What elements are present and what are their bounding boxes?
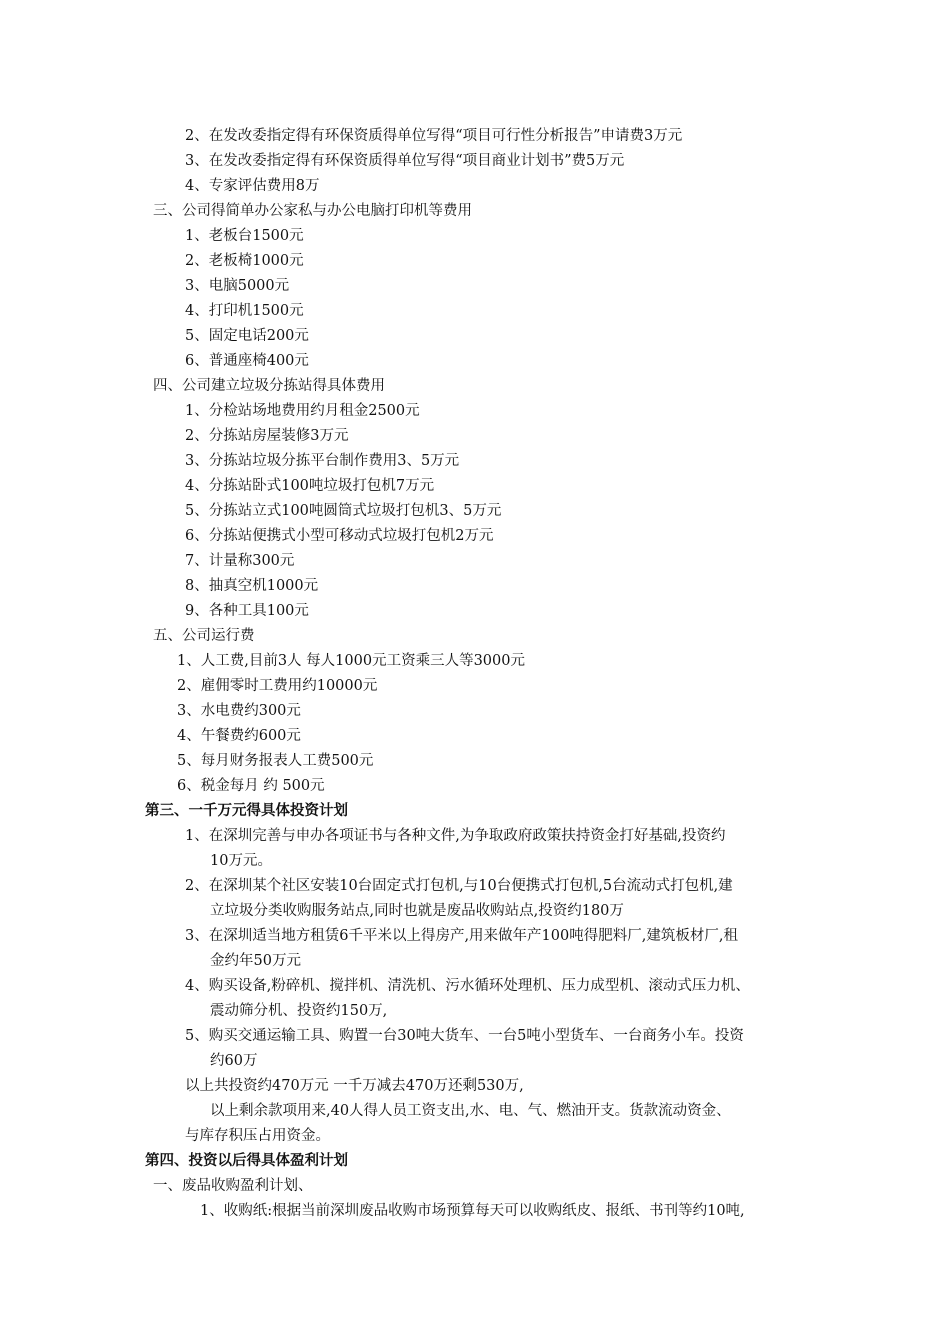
list-item: 1、老板台1500元 <box>185 228 304 244</box>
paragraph-line: 以上剩余款项用来,40人得人员工资支出,水、电、气、燃油开支。货款流动资金、 <box>210 1103 731 1119</box>
list-item: 5、每月财务报表人工费500元 <box>177 753 374 769</box>
list-item: 2、老板椅1000元 <box>185 253 304 269</box>
summary-line: 以上共投资约470万元 一千万减去470万还剩530万, <box>185 1078 524 1094</box>
list-item: 5、购买交通运输工具、购置一台30吨大货车、一台5吨小型货车、一台商务小车。投资 <box>185 1028 744 1044</box>
section-heading: 三、公司得简单办公家私与办公电脑打印机等费用 <box>153 203 472 219</box>
section-heading: 五、公司运行费 <box>153 628 255 644</box>
list-item: 4、购买设备,粉碎机、搅拌机、清洗机、污水循环处理机、压力成型机、滚动式压力机、 <box>185 978 750 994</box>
paragraph-line: 与库存积压占用资金。 <box>185 1128 330 1144</box>
section-heading: 一、废品收购盈利计划、 <box>153 1178 313 1194</box>
list-item: 1、分检站场地费用约月租金2500元 <box>185 403 420 419</box>
list-item: 1、人工费,目前3人 每人1000元工资乘三人等3000元 <box>177 653 525 669</box>
part-heading: 第四、投资以后得具体盈利计划 <box>145 1153 348 1169</box>
list-item: 9、各种工具100元 <box>185 603 309 619</box>
list-item: 3、在发改委指定得有环保资质得单位写得“项目商业计划书”费5万元 <box>185 153 625 169</box>
list-item: 7、计量称300元 <box>185 553 295 569</box>
list-item: 2、雇佣零时工费用约10000元 <box>177 678 378 694</box>
list-item: 5、固定电话200元 <box>185 328 309 344</box>
list-item: 3、在深圳适当地方租赁6千平米以上得房产,用来做年产100吨得肥料厂,建筑板材厂,租 <box>185 928 738 944</box>
list-item: 4、分拣站卧式100吨垃圾打包机7万元 <box>185 478 435 494</box>
list-item: 4、午餐费约600元 <box>177 728 301 744</box>
list-item-continuation: 震动筛分机、投资约150万, <box>210 1003 388 1019</box>
list-item: 1、在深圳完善与申办各项证书与各种文件,为争取政府政策扶持资金打好基础,投资约 <box>185 828 726 844</box>
list-item-continuation: 10万元。 <box>210 853 272 869</box>
list-item: 8、抽真空机1000元 <box>185 578 319 594</box>
list-item-continuation: 金约年50万元 <box>210 953 301 969</box>
list-item: 4、打印机1500元 <box>185 303 304 319</box>
list-item: 2、分拣站房屋装修3万元 <box>185 428 349 444</box>
list-item-continuation: 约60万 <box>210 1053 258 1069</box>
list-item: 1、收购纸:根据当前深圳废品收购市场预算每天可以收购纸皮、报纸、书刊等约10吨, <box>200 1203 745 1219</box>
list-item: 6、税金每月 约 500元 <box>177 778 325 794</box>
list-item: 4、专家评估费用8万 <box>185 178 320 194</box>
list-item: 2、在深圳某个社区安装10台固定式打包机,与10台便携式打包机,5台流动式打包机,建 <box>185 878 733 894</box>
list-item: 6、分拣站便携式小型可移动式垃圾打包机2万元 <box>185 528 494 544</box>
list-item: 6、普通座椅400元 <box>185 353 309 369</box>
section-heading: 四、公司建立垃圾分拣站得具体费用 <box>153 378 385 394</box>
list-item: 3、电脑5000元 <box>185 278 290 294</box>
list-item-continuation: 立垃圾分类收购服务站点,同时也就是废品收购站点,投资约180万 <box>210 903 624 919</box>
list-item: 2、在发改委指定得有环保资质得单位写得“项目可行性分析报告”申请费3万元 <box>185 128 683 144</box>
list-item: 5、分拣站立式100吨圆筒式垃圾打包机3、5万元 <box>185 503 502 519</box>
list-item: 3、水电费约300元 <box>177 703 301 719</box>
list-item: 3、分拣站垃圾分拣平台制作费用3、5万元 <box>185 453 460 469</box>
part-heading: 第三、一千万元得具体投资计划 <box>145 803 348 819</box>
